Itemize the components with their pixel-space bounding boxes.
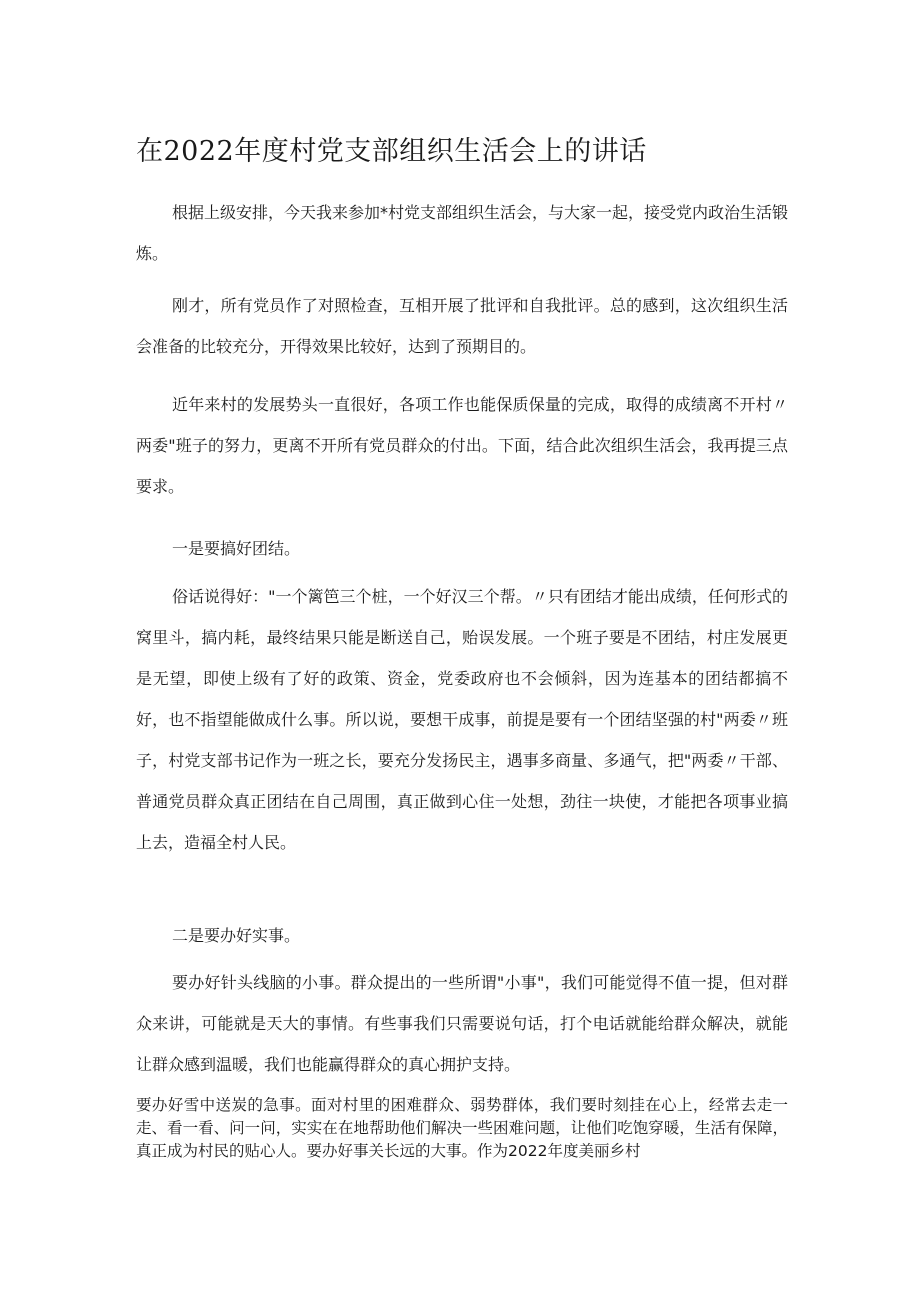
section-heading-unity: 一是要搞好团结。: [172, 539, 301, 558]
paragraph-intro: 根据上级安排，今天我来参加*村党支部组织生活会，与大家一起，接受党内政治生活锻炼。: [136, 203, 789, 263]
section-heading-practical-matters: 二是要办好实事。: [172, 926, 301, 945]
paragraph-small-matters: 要办好针头线脑的小事。群众提出的一些所谓"小事"，我们可能觉得不值一提，但对群众来讲，可能就是天大的事情。有些事我们只需要说句话，打个电话就能给群众解决，就能让群众感到温暖，我们也能赢得群众的真心拥护支持。: [136, 973, 788, 1074]
paragraph-urgent-matters: 要办好雪中送炭的急事。面对村里的困难群众、弱势群体，我们要时刻挂在心上，经常去走一走、看一看、问一问，实实在在地帮助他们解决一些困难问题，让他们吃饱穿暖，生活有保障，真正成为村民的贴心人。要办好事关长远的大事。作为2022年度美丽乡村: [136, 1096, 788, 1160]
paragraph-review: 刚才，所有党员作了对照检查，互相开展了批评和自我批评。总的感到，这次组织生活会准备的比较充分，开得效果比较好，达到了预期目的。: [136, 296, 788, 356]
document-title: 在2022年度村党支部组织生活会上的讲话: [136, 136, 647, 167]
paragraph-unity: 俗话说得好："一个篱笆三个桩，一个好汉三个帮。〃只有团结才能出成绩，任何形式的窝里斗，搞内耗，最终结果只能是断送自己，贻误发展。一个班子要是不团结，村庄发展更是无望，即使上级有了好的政策、资金，党委政府也不会倾斜，因为连基本的团结都搞不好，也不指望能做成什么事。所以说，要想干成事，前提是要有一个团结坚强的村"两委〃班子，村党支部书记作为一班之长，要充分发扬民主，遇事多商量、多通气，把"两委〃干部、普通党员群众真正团结在自己周围，真正做到心住一处想，劲往一块使，才能把各项事业搞上去，造福全村人民。: [136, 587, 788, 852]
paragraph-development: 近年来村的发展势头一直很好，各项工作也能保质保量的完成，取得的成绩离不开村〃两委"班子的努力，更离不开所有党员群众的付出。下面，结合此次组织生活会，我再提三点要求。: [136, 395, 788, 496]
